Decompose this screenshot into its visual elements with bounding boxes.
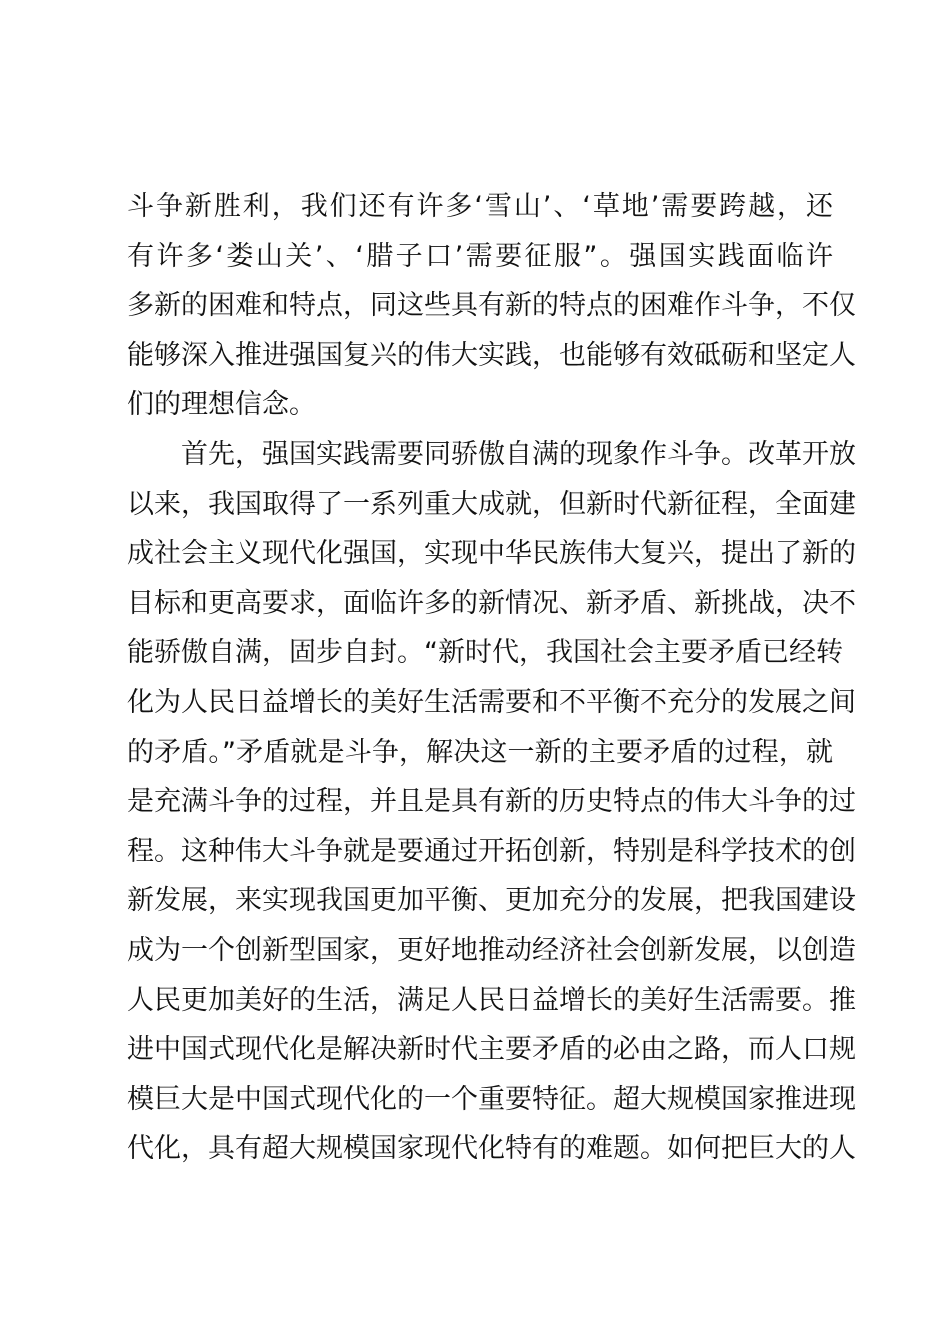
text-line: 成社会主义现代化强国，实现中华民族伟大复兴，提出了新的 [127, 538, 856, 570]
text-line: 目标和更高要求，面临许多的新情况、新矛盾、新挑战，决不 [127, 587, 856, 619]
body-text [127, 182, 856, 1174]
text-line: 人民更加美好的生活，满足人民日益增长的美好生活需要。推 [127, 984, 856, 1016]
text-line: 是充满斗争的过程，并且是具有新的历史特点的伟大斗争的过 [127, 786, 856, 818]
text-line: 模巨大是中国式现代化的一个重要特征。超大规模国家推进现 [127, 1083, 856, 1115]
text-line: 有许多‘娄山关’、‘腊子口’需要征服”。强国实践面临许 [127, 240, 833, 272]
text-line: 能骄傲自满，固步自封。“新时代，我国社会主要矛盾已经转 [127, 637, 843, 669]
text-line: 能够深入推进强国复兴的伟大实践，也能够有效砥砺和坚定人 [127, 339, 856, 371]
text-line: 成为一个创新型国家，更好地推动经济社会创新发展，以创造 [127, 934, 856, 966]
text-line: 的矛盾。”矛盾就是斗争，解决这一新的主要矛盾的过程，就 [127, 736, 833, 768]
text-line: 们的理想信念。 [127, 389, 316, 421]
text-line: 斗争新胜利，我们还有许多‘雪山’、‘草地’需要跨越，还 [127, 191, 833, 222]
text-line: 程。这种伟大斗争就是要通过开拓创新，特别是科学技术的创 [127, 835, 856, 867]
paragraph-first-line: 首先，强国实践需要同骄傲自满的现象作斗争。改革开放 [181, 438, 856, 470]
text-line: 新发展，来实现我国更加平衡、更加充分的发展，把我国建设 [127, 885, 856, 917]
text-line: 以来，我国取得了一系列重大成就，但新时代新征程，全面建 [127, 488, 856, 520]
text-line: 进中国式现代化是解决新时代主要矛盾的必由之路，而人口规 [127, 1034, 856, 1066]
text-line: 化为人民日益增长的美好生活需要和不平衡不充分的发展之间 [127, 686, 856, 718]
text-line: 代化，具有超大规模国家现代化特有的难题。如何把巨大的人 [127, 1133, 856, 1165]
text-line: 多新的困难和特点，同这些具有新的特点的困难作斗争，不仅 [127, 290, 856, 322]
